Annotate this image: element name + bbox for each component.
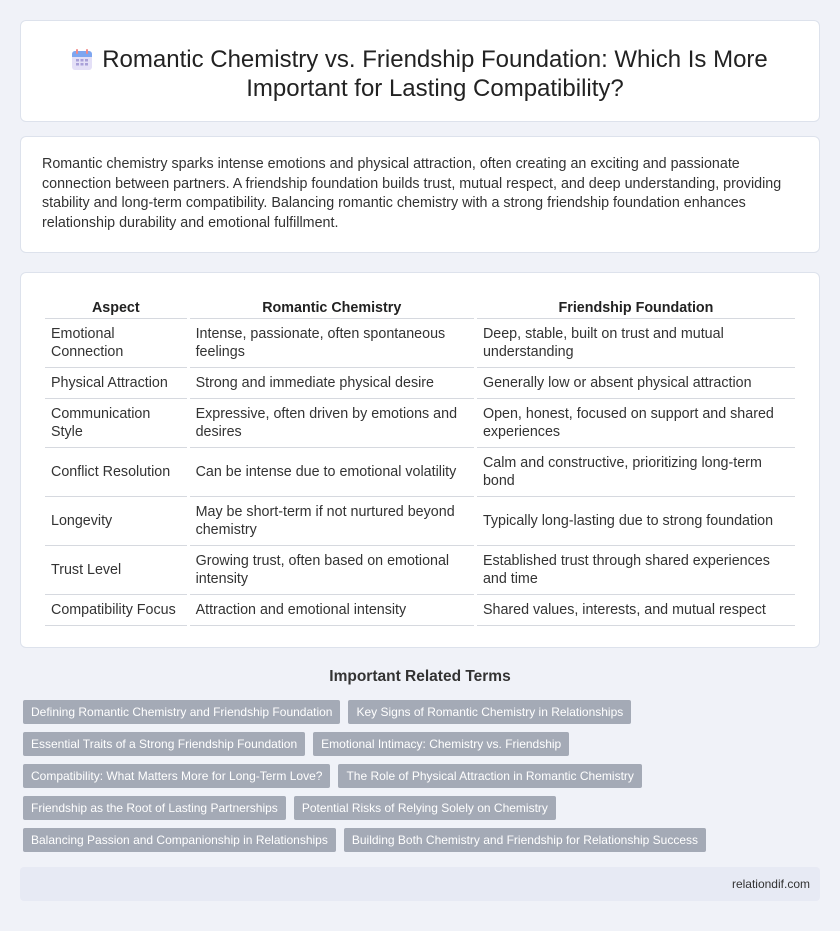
table-row — [45, 595, 795, 626]
cell-friendship: Shared values, interests, and mutual respect — [477, 595, 795, 626]
cell-aspect: Longevity — [45, 497, 187, 546]
related-term-tag[interactable]: Emotional Intimacy: Chemistry vs. Friendship — [313, 732, 569, 756]
page-title: Romantic Chemistry vs. Friendship Foundation: Which Is More Important for Lasting Compatibility? — [102, 46, 768, 102]
related-term-tag[interactable]: Defining Romantic Chemistry and Friendship Foundation — [23, 700, 340, 724]
cell-friendship: Established trust through shared experiences and time — [477, 546, 795, 595]
comparison-table — [42, 295, 798, 626]
cell-aspect: Compatibility Focus — [45, 595, 187, 626]
cell-romantic: Strong and immediate physical desire — [190, 368, 474, 399]
related-term-tag[interactable]: Building Both Chemistry and Friendship for Relationship Success — [344, 828, 706, 852]
cell-romantic: Attraction and emotional intensity — [190, 595, 474, 626]
related-term-tag[interactable]: Potential Risks of Relying Solely on Chemistry — [294, 796, 556, 820]
title-card — [20, 20, 820, 122]
related-term-tag[interactable]: Friendship as the Root of Lasting Partnerships — [23, 796, 286, 820]
cell-friendship: Calm and constructive, prioritizing long-term bond — [477, 448, 795, 497]
cell-aspect: Physical Attraction — [45, 368, 187, 399]
cell-aspect: Emotional Connection — [45, 319, 187, 368]
cell-friendship: Generally low or absent physical attraction — [477, 368, 795, 399]
footer — [20, 867, 820, 901]
intro-card — [20, 136, 820, 253]
table-row — [45, 497, 795, 546]
cell-friendship: Deep, stable, built on trust and mutual understanding — [477, 319, 795, 368]
related-terms-heading: Important Related Terms — [329, 668, 511, 685]
table-header-romantic: Romantic Chemistry — [190, 295, 474, 319]
table-row — [45, 399, 795, 448]
related-term-tag[interactable]: Key Signs of Romantic Chemistry in Relationships — [348, 700, 631, 724]
cell-romantic: Can be intense due to emotional volatility — [190, 448, 474, 497]
cell-friendship: Typically long-lasting due to strong foundation — [477, 497, 795, 546]
cell-friendship: Open, honest, focused on support and shared experiences — [477, 399, 795, 448]
related-terms-list — [23, 700, 823, 860]
related-term-tag[interactable]: Compatibility: What Matters More for Long-Term Love? — [23, 764, 330, 788]
cell-romantic: Expressive, often driven by emotions and desires — [190, 399, 474, 448]
site-link[interactable]: relationdif.com — [731, 877, 810, 891]
intro-paragraph: Romantic chemistry sparks intense emotions and physical attraction, often creating an exciting and passionate connection between partners. A friendship foundation builds trust, mutual respect, and deep understanding, providing stability and long-term compatibility. Balancing romantic chemistry with a strong friendship foundation enhances relationship durability and emotional fulfillment. — [42, 156, 782, 231]
table-row — [45, 448, 795, 497]
related-term-tag[interactable]: Essential Traits of a Strong Friendship Foundation — [23, 732, 305, 756]
table-header-aspect: Aspect — [45, 295, 187, 319]
cell-romantic: Intense, passionate, often spontaneous feelings — [190, 319, 474, 368]
cell-romantic: May be short-term if not nurtured beyond chemistry — [190, 497, 474, 546]
cell-romantic: Growing trust, often based on emotional intensity — [190, 546, 474, 595]
table-row — [45, 546, 795, 595]
table-row — [45, 368, 795, 399]
comparison-table-card — [20, 272, 820, 648]
cell-aspect: Conflict Resolution — [45, 448, 187, 497]
table-header-friendship: Friendship Foundation — [477, 295, 795, 319]
cell-aspect: Trust Level — [45, 546, 187, 595]
cell-aspect: Communication Style — [45, 399, 187, 448]
related-term-tag[interactable]: Balancing Passion and Companionship in Relationships — [23, 828, 336, 852]
table-row — [45, 319, 795, 368]
related-term-tag[interactable]: The Role of Physical Attraction in Romantic Chemistry — [338, 764, 641, 788]
